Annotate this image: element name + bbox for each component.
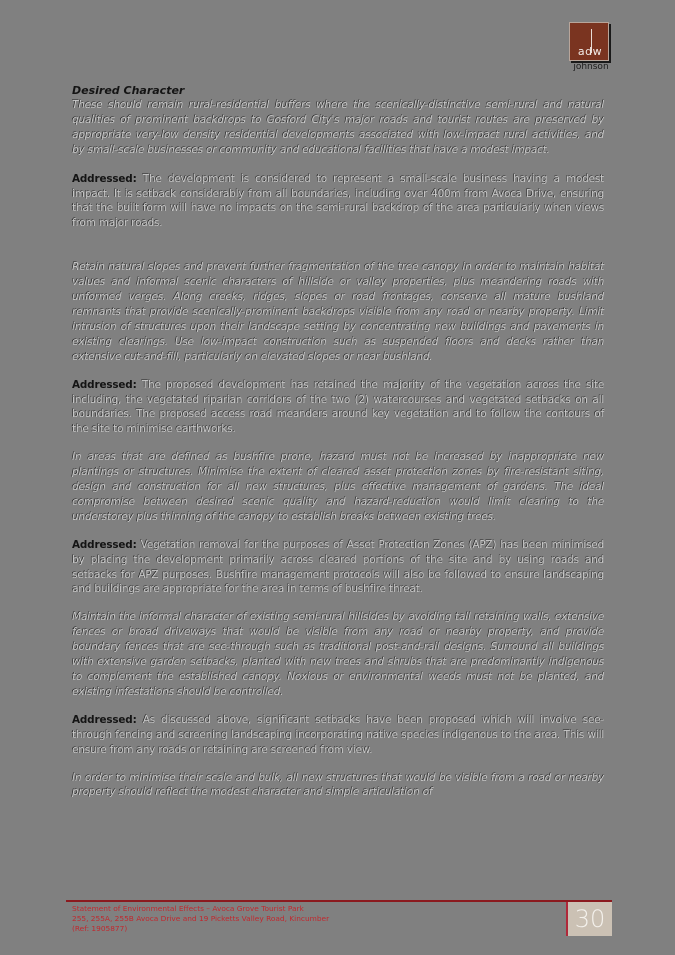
footer-divider xyxy=(66,900,612,902)
desired-character-intro: These should remain rural-residential buffers where the scenically-distinctive semi-rural and natural qualities of prominent backdrops to Gosford City's major roads and tourist routes are preserved by appropriate very-low density residential developments associated with low-impact rural activities, and by small-scale businesses or community and educational facilities that have a modest impact. xyxy=(72,99,604,156)
guideline-paragraph-3: Maintain the informal character of existing semi-rural hillsides by avoiding tall retaining walls, extensive fences or broad driveways that would be visible from any road or nearby property, and provide boundary fences that are see-through such as traditional post-and-rail designs. Surround all buildings with extensive garden setbacks, planted with new trees and shrubs that are predominantly indigenous to complement the established canopy. Noxious or environmental weeds must not be planted, and existing infestations should be controlled. xyxy=(72,611,604,698)
guideline-paragraph-1: Retain natural slopes and prevent further fragmentation of the tree canopy in order to maintain habitat values and informal scenic characters of hillside or valley properties, plus meandering roads with unformed verges. Along creeks, ridges, slopes or road frontages, conserve all mature bushland remnants that provide scenically-prominent backdrops visible from any road or nearby property. Limit intrusion of structures upon their landscape setting by concentrating new buildings and pavements in existing clearings. Use low-impact construction such as suspended floors and decks rather than extensive cut-and-fill, particularly on elevated slopes or near bushland. xyxy=(72,261,604,363)
company-logo xyxy=(569,22,617,74)
logo-mark-text: adw xyxy=(577,45,603,58)
page-content xyxy=(72,84,604,800)
section-heading: Desired Character xyxy=(72,84,185,97)
addressed-paragraph-4: Addressed: As discussed above, significant setbacks have been proposed which will involve see-through fencing and screening landscaping incorporating native species indigenous to the area. This will ensure from any roads or retaining are screened from view. xyxy=(72,713,604,756)
guideline-paragraph-4: In order to minimise their scale and bulk, all new structures that would be visible from a road or nearby property should reflect the modest character and simple articulation of xyxy=(72,771,604,799)
footer-info xyxy=(72,904,329,935)
logo-name: johnson xyxy=(573,62,609,72)
footer-reference: (Ref: 1905877) xyxy=(72,924,128,934)
page-number: 30 xyxy=(566,902,612,936)
footer-address: 255, 255A, 255B Avoca Drive and 19 Picketts Valley Road, Kincumber xyxy=(72,914,330,924)
addressed-label: Addressed: xyxy=(72,172,137,185)
addressed-label: Addressed: xyxy=(72,378,137,391)
logo-mark xyxy=(569,22,609,61)
guideline-paragraph-2: In areas that are defined as bushfire prone, hazard must not be increased by inappropriate new plantings or structures. Minimise the extent of cleared asset protection zones by fire-resistant siting, design and construction for all new structures, plus effective management of gardens. The ideal compromise between desired scenic quality and hazard-reduction would limit clearing to the understorey plus thinning of the canopy to establish breaks between existing trees. xyxy=(72,451,604,523)
addressed-paragraph-1: Addressed: The development is considered to represent a small-scale business having a modest impact. It is setback considerably from all boundaries, including over 400m from Avoca Drive, ensuring that the built form will have no impacts on the semi-rural backdrop of the area particularly when views from major roads. xyxy=(72,172,604,230)
footer-document-title: Statement of Environmental Effects – Avoca Grove Tourist Park xyxy=(72,904,304,913)
addressed-label: Addressed: xyxy=(72,538,137,551)
addressed-paragraph-3: Addressed: Vegetation removal for the purposes of Asset Protection Zones (APZ) has been minimised by placing the development primarily across cleared portions of the site and by using roads and setbacks for APZ purposes. Bushfire management protocols will also be followed to ensure landscaping and buildings are appropriate for the area in terms of bushfire threat. xyxy=(72,538,604,596)
addressed-paragraph-2: Addressed: The proposed development has retained the majority of the vegetation across the site including, the vegetated riparian corridors of the two (2) watercourses and vegetated setbacks on all boundaries. The proposed access road meanders around key vegetation and to follow the contours of the site to minimise earthworks. xyxy=(72,378,604,436)
addressed-label: Addressed: xyxy=(72,713,137,726)
